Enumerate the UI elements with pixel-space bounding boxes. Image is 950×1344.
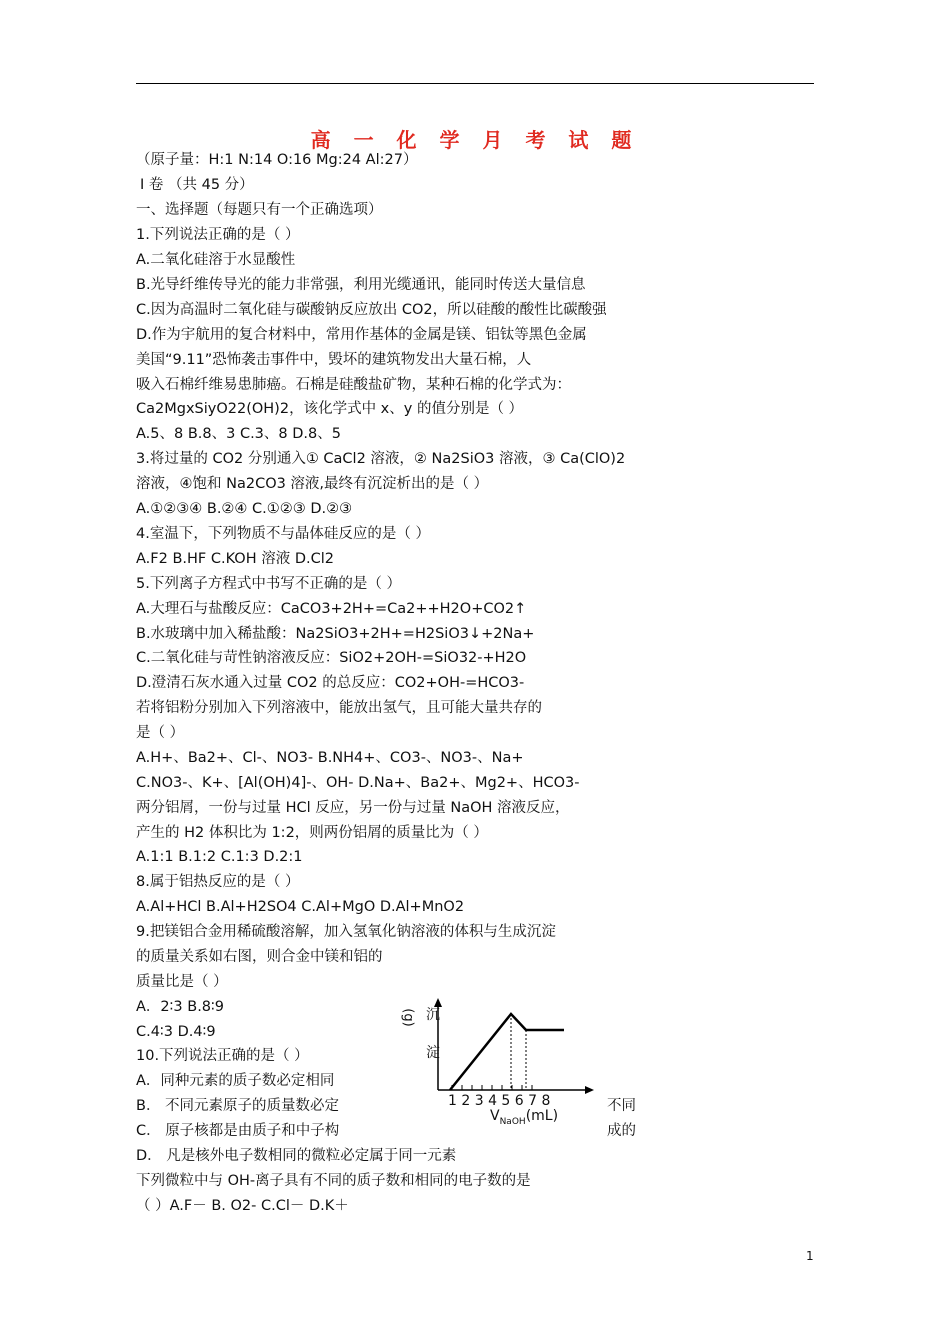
- question-1: 1.下列说法正确的是（ ）: [136, 227, 300, 243]
- page-number: 1: [806, 1249, 814, 1263]
- x-axis-label: [490, 1108, 558, 1127]
- question-8: 8.属于铝热反应的是（ ）: [136, 874, 300, 890]
- option-line: C.NO3-、K+、[Al(OH)4]-、OH- D.Na+、Ba2+、Mg2+、HCO3-: [136, 775, 580, 791]
- option-c-tail: 成的: [607, 1123, 636, 1139]
- question-11: 下列微粒中与 OH-离子具有不同的质子数和相同的电子数的是: [136, 1173, 531, 1189]
- page-title: 高 一 化 学 月 考 试 题: [310, 128, 640, 152]
- question-line: 吸入石棉纤维易患肺癌。石棉是硅酸盐矿物，某种石棉的化学式为：: [136, 377, 571, 393]
- question-line: 的质量关系如右图，则合金中镁和铝的: [136, 949, 383, 965]
- question-line: 产生的 H2 体积比为 1:2，则两份铝屑的质量比为（ ）: [136, 825, 488, 841]
- question-9: 9.把镁铝合金用稀硫酸溶解，加入氢氧化钠溶液的体积与生成沉淀: [136, 924, 556, 940]
- option-line: D.作为宇航用的复合材料中，常用作基体的金属是镁、铝钛等黑色金属: [136, 327, 587, 343]
- option-line: A.1:1 B.1:2 C.1:3 D.2:1: [136, 849, 303, 865]
- option-line: （ ）A.F－ B. O2- C.Cl－ D.K＋: [136, 1198, 349, 1214]
- option-line: A．同种元素的质子数必定相同: [136, 1073, 335, 1089]
- section-heading: Ⅰ 卷 （共 45 分）: [140, 177, 254, 193]
- header-rule: [136, 83, 814, 84]
- option-line: A．2∶3 B.8∶9: [136, 999, 225, 1015]
- question-2: 美国“9.11”恐怖袭击事件中，毁坏的建筑物发出大量石棉，人: [136, 352, 532, 368]
- question-line: 溶液，④饱和 Na2CO3 溶液,最终有沉淀析出的是（ ）: [136, 476, 489, 492]
- option-b-tail: 不同: [607, 1098, 636, 1114]
- option-line: A.Al+HCl B.Al+H2SO4 C.Al+MgO D.Al+MnO2: [136, 899, 465, 915]
- option-line: C.因为高温时二氧化硅与碳酸钠反应放出 CO2，所以硅酸的酸性比碳酸强: [136, 302, 607, 318]
- option-line: A.5、8 B.8、3 C.3、8 D.8、5: [136, 426, 341, 442]
- x-axis-label-unit: (mL): [525, 1108, 559, 1124]
- y-axis-unit: (g): [400, 1008, 416, 1027]
- question-7: 两分铝屑，一份与过量 HCl 反应，另一份与过量 NaOH 溶液反应，: [136, 800, 570, 816]
- option-line: B． 不同元素原子的质量数必定: [136, 1098, 340, 1114]
- option-line: A.大理石与盐酸反应：CaCO3+2H+=Ca2++H2O+CO2↑: [136, 601, 527, 617]
- x-axis-arrow: [585, 1086, 594, 1094]
- option-line: C.二氧化硅与苛性钠溶液反应：SiO2+2OH-=SiO32-+H2O: [136, 650, 527, 666]
- atomic-mass-line: （原子量：H:1 N:14 O:16 Mg:24 Al:27）: [136, 152, 418, 168]
- question-3: 3.将过量的 CO2 分别通入① CaCl2 溶液，② Na2SiO3 溶液，③ Ca(ClO)2: [136, 451, 626, 467]
- part-heading: 一、选择题（每题只有一个正确选项）: [136, 202, 383, 218]
- question-5: 5.下列离子方程式中书写不正确的是（ ）: [136, 576, 401, 592]
- option-line: B.光导纤维传导光的能力非常强，利用光缆通讯，能同时传送大量信息: [136, 277, 586, 293]
- option-line: D． 凡是核外电子数相同的微粒必定属于同一元素: [136, 1148, 457, 1164]
- question-line: 是（ ）: [136, 725, 185, 741]
- x-tick-labels: 1 2 3 4 5 6 7 8: [448, 1093, 551, 1109]
- precipitate-curve: [450, 1014, 564, 1090]
- option-line: C． 原子核都是由质子和中子构: [136, 1123, 340, 1139]
- question-10: 10.下列说法正确的是（ ）: [136, 1048, 309, 1064]
- question-line: 质量比是（ ）: [136, 974, 228, 990]
- y-axis-label-1: 沉: [426, 1007, 440, 1023]
- option-line: A.F2 B.HF C.KOH 溶液 D.Cl2: [136, 551, 334, 567]
- question-6: 若将铝粉分别加入下列溶液中，能放出氢气，且可能大量共存的: [136, 700, 542, 716]
- x-axis-label-sub: NaOH: [499, 1116, 526, 1127]
- option-line: D.澄清石灰水通入过量 CO2 的总反应：CO2+OH-=HCO3-: [136, 675, 525, 691]
- precipitate-graph: [392, 992, 602, 1128]
- option-line: A.H+、Ba2+、Cl-、NO3- B.NH4+、CO3-、NO3-、Na+: [136, 750, 524, 766]
- option-line: B.水玻璃中加入稀盐酸：Na2SiO3+2H+=H2SiO3↓+2Na+: [136, 626, 535, 642]
- option-line: A.二氧化硅溶于水显酸性: [136, 252, 296, 268]
- question-4: 4.室温下，下列物质不与晶体硅反应的是（ ）: [136, 526, 430, 542]
- option-line: C.4∶3 D.4∶9: [136, 1024, 216, 1040]
- x-axis-label-v: V: [490, 1108, 500, 1124]
- y-axis-label-2: 淀: [426, 1045, 440, 1061]
- question-line: Ca2MgxSiyO22(OH)2，该化学式中 x、y 的值分别是（ ）: [136, 401, 524, 417]
- option-line: A.①②③④ B.②④ C.①②③ D.②③: [136, 501, 353, 517]
